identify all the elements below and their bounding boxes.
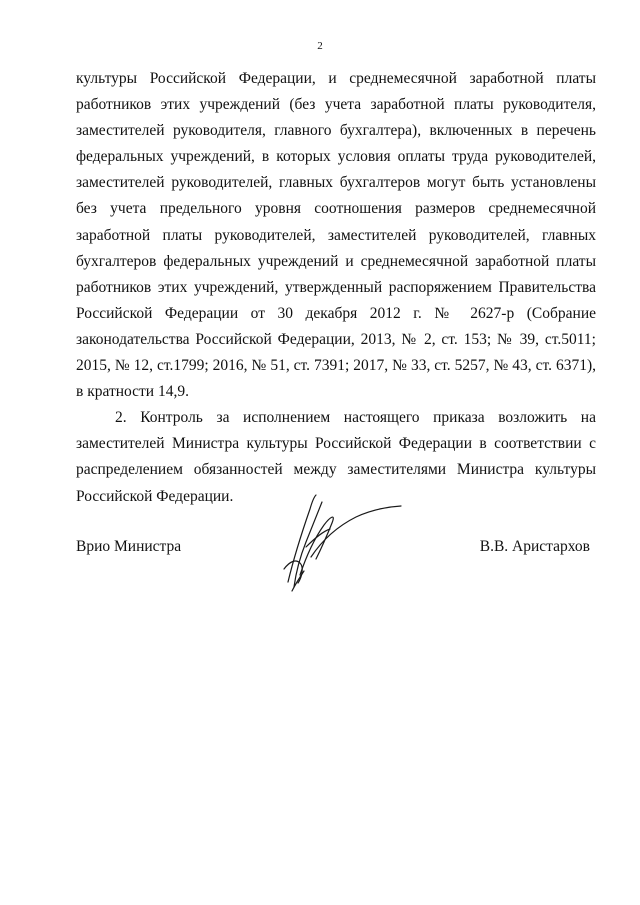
paragraph-continuation: культуры Российской Федерации, и среднемесячной заработной платы работников этих учреждений (без учета заработной платы руководителя, заместителей руководителя, главного бухгалтера), включенных в перечень федеральных учреждений, в которых условия оплаты труда руководителей, заместителей руководителей, главных бухгалтеров могут быть установлены без учета предельного уровня соотношения размеров среднемесячной заработной платы руководителей, заместителей руководителей, главных бухгалтеров федеральных учреждений и среднемесячной заработной платы работников этих учреждений, утвержденный распоряжением Правительства Российской Федерации от 30 декабря 2012 г. № 2627-р (Собрание законодательства Российской Федерации, 2013, № 2, ст. 153; № 39, ст.5011; 2015, № 12, ст.1799; 2016, № 51, ст. 7391; 2017, № 33, ст. 5257, № 43, ст. 6371), в кратности 14,9. — [76, 70, 596, 401]
page-number: 2 — [317, 40, 323, 52]
signature-block — [76, 532, 590, 612]
signer-title: Врио Министра — [76, 538, 182, 555]
paragraph-item-2: 2. Контроль за исполнением настоящего приказа возложить на заместителей Министра культуры Российской Федерации в соответствии с распределением обязанностей между заместителями Министра культуры Российской Федерации. — [76, 409, 596, 505]
document-body — [76, 66, 596, 510]
signer-name: В.В. Аристархов — [479, 538, 590, 555]
handwritten-signature — [266, 487, 406, 597]
